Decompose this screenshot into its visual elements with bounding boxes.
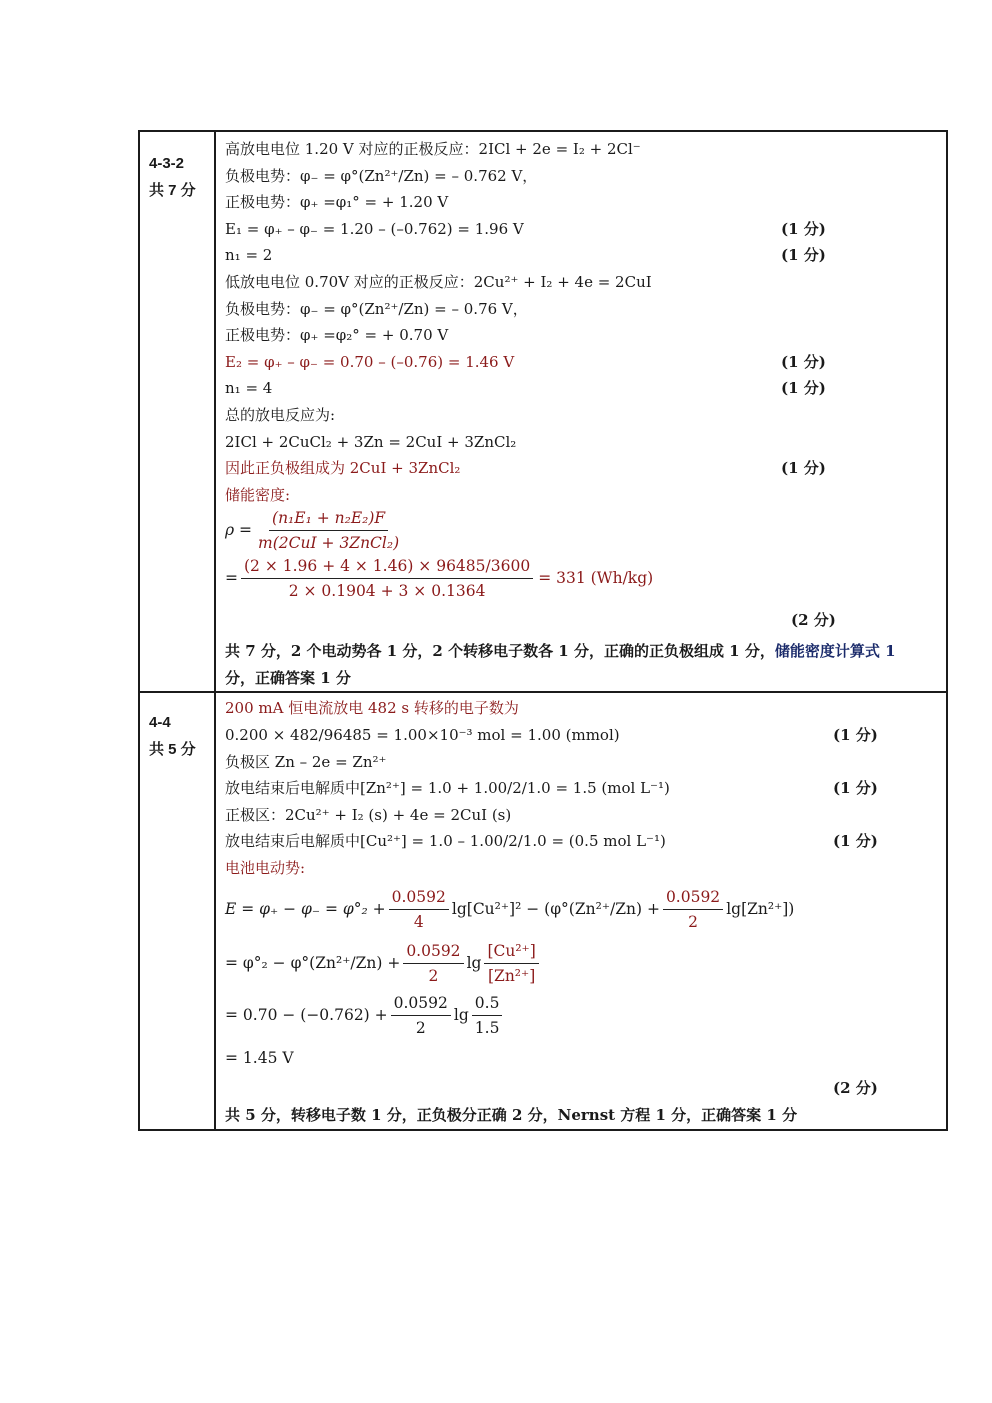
answer-line: 电池电动势: <box>225 858 306 877</box>
answer-line: 放电结束后电解质中[Zn²⁺] = 1.0 + 1.00/2/1.0 = 1.5 (mol L⁻¹) (1 分) <box>225 775 938 802</box>
section-id: 4-4 <box>149 714 171 732</box>
score-mark: (1 分) <box>833 725 878 744</box>
answer-line: 低放电电位 0.70V 对应的正极反应：2Cu²⁺ + I₂ + 4e = 2CuI <box>225 272 652 291</box>
section-summary: 共 7 分，2 个电动势各 1 分，2 个转移电子数各 1 分，正确的正负极组成 1 分，储能密度计算式 1 分，正确答案 1 分 <box>225 642 896 687</box>
section-content-cell <box>215 131 947 692</box>
section-summary: 共 5 分，转移电子数 1 分，正负极分正确 2 分，Nernst 方程 1 分，正确答案 1 分 <box>225 1106 798 1125</box>
answer-line: 负极电势：φ₋ = φ°(Zn²⁺/Zn) = – 0.76 V， <box>225 299 528 318</box>
answer-line: 放电结束后电解质中[Cu²⁺] = 1.0 – 1.00/2/1.0 = (0.5 mol L⁻¹) (1 分) <box>225 828 938 855</box>
score-mark: (1 分) <box>781 219 826 238</box>
score-mark: (1 分) <box>781 352 826 371</box>
answer-line <box>225 604 938 636</box>
answer-line: 正极区：2Cu²⁺ + I₂ (s) + 4e = 2CuI (s) <box>225 805 512 824</box>
score-mark: (1 分) <box>833 779 878 798</box>
section-label-cell <box>139 131 215 692</box>
answer-line: E₂ = φ₊ – φ₋ = 0.70 – (–0.76) = 1.46 V (1 分) <box>225 349 938 376</box>
fraction: $\frac{(2 \times 1.96 + 4 \times 1.46) \times 96485/3600}{2 \times 0.1904 + 3 \times 0.1364}$ <box>241 556 533 601</box>
answer-line: 0.200 × 482/96485 = 1.00×10⁻³ mol = 1.00 (mmol) (1 分) <box>225 722 938 749</box>
energy-density-calculation: = $\frac{(2 \times 1.96 + 4 \times 1.46) \times 96485/3600}{2 \times 0.1904 + 3 \times 0.1364}$ = 331 (Wh/kg) <box>225 556 654 600</box>
answer-line: 因此正负极组成为 2CuI + 3ZnCl₂ (1 分) <box>225 455 938 482</box>
fraction: $\frac{\text{[Cu²⁺]}}{\text{[Zn²⁺]}}$ <box>484 941 538 986</box>
answer-line: 总的放电反应为: <box>225 405 336 424</box>
section-points: 共 7 分 <box>149 182 196 199</box>
emf-result: = 1.45 V <box>225 1049 294 1068</box>
energy-density-formula: ρ = $\frac{\text{(n₁E₁ + n₂E₂)F}}{\text{m(2CuI + 3ZnCl₂)}}$ <box>225 508 938 552</box>
nernst-simplified: = φ°₂ − φ°(Zn²⁺/Zn) + $\frac{0.0592}{2}$ lg $\frac{\text{[Cu²⁺]}}{\text{[Zn²⁺]}}$ <box>225 937 938 989</box>
answer-line: 2ICl + 2CuCl₂ + 3Zn = 2CuI + 3ZnCl₂ <box>225 432 517 451</box>
section-content-cell <box>215 692 947 1129</box>
answer-line: 负极电势：φ₋ = φ°(Zn²⁺/Zn) = – 0.762 V， <box>225 166 538 185</box>
section-row-4-4 <box>139 692 947 1129</box>
answer-line: 负极区 Zn – 2e = Zn²⁺ <box>225 752 387 771</box>
score-mark: (1 分) <box>781 379 826 398</box>
fraction: $\frac{0.0592}{4}$ <box>389 887 449 932</box>
answer-line: 200 mA 恒电流放电 482 s 转移的电子数为 <box>225 699 519 718</box>
score-mark: (1 分) <box>781 246 826 265</box>
score-mark: (1 分) <box>781 459 826 478</box>
score-mark: (2 分) <box>833 1079 878 1098</box>
answer-line: 储能密度: <box>225 485 291 504</box>
section-id: 4-3-2 <box>149 155 185 172</box>
score-mark: (2 分) <box>791 611 836 630</box>
grading-table <box>138 130 948 1131</box>
nernst-equation: E = φ₊ − φ₋ = φ°₂ + $\frac{0.0592}{4}$ lg[Cu²⁺]² − (φ°(Zn²⁺/Zn) + $\frac{0.0592}{2}$ lg[Zn²⁺]) <box>225 887 795 931</box>
section-points: 共 5 分 <box>149 741 196 759</box>
fraction: $\frac{0.0592}{2}$ <box>403 941 463 986</box>
answer-line: n₁ = 4 (1 分) <box>225 375 938 402</box>
section-label-cell <box>139 692 215 1129</box>
fraction: $\frac{0.5}{1.5}$ <box>472 993 503 1038</box>
answer-line: E₁ = φ₊ – φ₋ = 1.20 – (–0.762) = 1.96 V (1 分) <box>225 216 938 243</box>
answer-line: n₁ = 2 (1 分) <box>225 242 938 269</box>
answer-line: 正极电势：φ₊ =φ₁° = + 1.20 V <box>225 193 449 212</box>
nernst-substituted: = 0.70 − (−0.762) + $\frac{0.0592}{2}$ lg $\frac{0.5}{1.5}$ <box>225 989 938 1041</box>
fraction: $\frac{0.0592}{2}$ <box>663 887 723 932</box>
fraction: $\frac{\text{(n₁E₁ + n₂E₂)F}}{\text{m(2CuI + 3ZnCl₂)}}$ <box>258 508 400 552</box>
answer-line <box>225 1075 938 1102</box>
score-mark: (1 分) <box>833 832 878 851</box>
answer-line: 正极电势：φ₊ =φ₂° = + 0.70 V <box>225 326 449 345</box>
section-row-4-3-2 <box>139 131 947 692</box>
answer-line: 高放电电位 1.20 V 对应的正极反应：2ICl + 2e = I₂ + 2Cl⁻ <box>225 140 641 158</box>
fraction: $\frac{0.0592}{2}$ <box>391 993 451 1038</box>
